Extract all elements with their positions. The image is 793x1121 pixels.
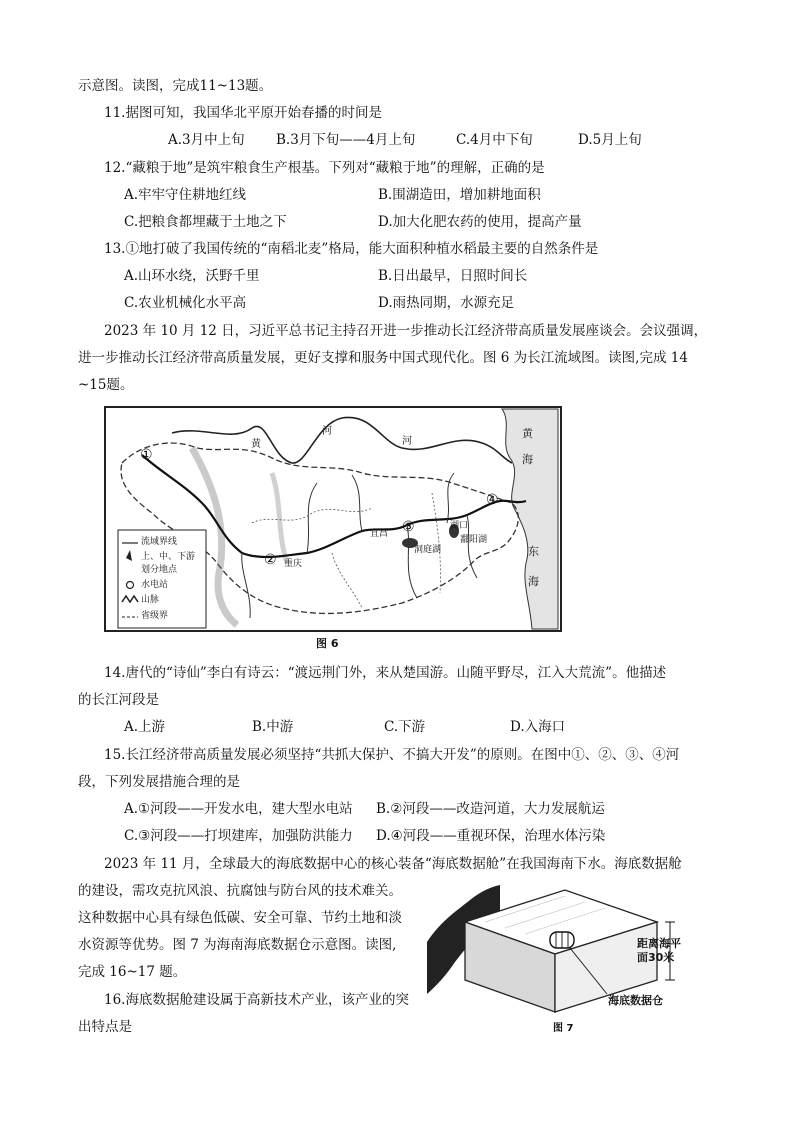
q14-option-a: A.上游 xyxy=(124,719,166,735)
map-label-hukou: 湖口 xyxy=(450,521,469,531)
q15-option-d: D.④河段——重视环保，治理水体污染 xyxy=(376,828,606,844)
map-label-chongqing: 重庆 xyxy=(284,559,303,569)
map-label-he-1: 河 xyxy=(322,426,332,437)
map-label-yichang: 宜昌 xyxy=(370,529,389,539)
q12-option-b: B.围湖造田，增加耕地面积 xyxy=(378,187,541,203)
map-label-poyang: 鄱阳湖 xyxy=(460,535,488,545)
q15-option-b: B.②河段——改造河道，大力发展航运 xyxy=(376,801,605,817)
q12-option-d: D.加大化肥农药的使用，提高产量 xyxy=(378,214,582,230)
figure-7-seabed-datacenter xyxy=(425,882,715,1040)
q15-stem-line2: 段，下列发展措施合理的是 xyxy=(78,774,240,790)
map-marker-1: ① xyxy=(140,447,153,463)
q14-stem-line2: 的长江河段是 xyxy=(78,692,159,708)
intro-16-17-line5: 完成 16~17 题。 xyxy=(78,964,187,980)
q11-option-a: A.3月中上旬 xyxy=(168,132,245,148)
map-label-huang: 黄 xyxy=(251,439,261,450)
intro-16-17-line2: 的建设，需攻克抗风浪、抗腐蚀与防台风的技术难关。 xyxy=(78,883,402,899)
map-label-he-2: 河 xyxy=(402,436,412,447)
q11-option-c: C.4月中下旬 xyxy=(456,132,533,148)
q16-stem-line2: 出特点是 xyxy=(78,1019,132,1035)
q13-option-b: B.日出最早，日照时间长 xyxy=(378,268,528,284)
q12-option-a: A.牢牢守住耕地红线 xyxy=(124,187,247,203)
q14-stem-line1: 14.唐代的“诗仙”李白有诗云：“渡远荆门外，来从楚国游。山随平野尽，江入大荒流”。他描述 xyxy=(104,665,667,681)
q12-option-c: C.把粮食都埋藏于土地之下 xyxy=(124,214,287,230)
map-marker-4: ④ xyxy=(486,492,499,508)
q15-stem-line1: 15.长江经济带高质量发展必须坚持“共抓大保护、不搞大开发”的原则。在图中①、②、③、④河 xyxy=(104,747,680,763)
figure-6-yangtze-map xyxy=(102,403,564,653)
map-label-yellow-sea-1: 黄 xyxy=(522,427,533,440)
map-label-east-sea-2: 海 xyxy=(528,575,539,588)
q13-option-d: D.雨热同期，水源充足 xyxy=(378,295,515,311)
figure-7-caption: 图 7 xyxy=(553,1023,574,1034)
q14-option-b: B.中游 xyxy=(252,719,294,735)
q12-stem: 12.“藏粮于地”是筑牢粮食生产根基。下列对“藏粮于地”的理解，正确的是 xyxy=(104,160,545,176)
q11-stem: 11.据图可知，我国华北平原开始春播的时间是 xyxy=(104,105,382,121)
fig7-capsule-label: 海底数据仓 xyxy=(608,994,663,1007)
map-marker-2: ② xyxy=(264,552,277,568)
intro-16-17-line4: 水资源等优势。图 7 为海南海底数据仓示意图。读图, xyxy=(78,937,397,953)
q13-stem: 13.①地打破了我国传统的“南稻北麦”格局，能大面积种植水稻最主要的自然条件是 xyxy=(104,241,599,257)
legend-mountains: 山脉 xyxy=(141,595,160,605)
intro-continuation: 示意图。读图，完成11~13题。 xyxy=(78,78,273,94)
figure-6-caption: 图 6 xyxy=(316,637,339,650)
q15-option-a: A.①河段——开发水电，建大型水电站 xyxy=(124,801,353,817)
intro-16-17-line1: 2023 年 11 月，全球最大的海底数据中心的核心装备“海底数据舱”在我国海南下水。海底数据舱 xyxy=(104,856,682,872)
map-label-east-sea-1: 东 xyxy=(528,545,539,558)
q15-option-c: C.③河段——打坝建库，加强防洪能力 xyxy=(124,828,353,844)
intro-14-15-line1: 2023 年 10 月 12 日，习近平总书记主持召开进一步推动长江经济带高质量发展座谈会。会议强调， xyxy=(104,323,708,339)
q13-option-a: A.山环水绕，沃野千里 xyxy=(124,268,260,284)
map-label-yellow-sea-2: 海 xyxy=(522,453,533,466)
fig7-depth-label-1: 距离海平 xyxy=(637,937,681,950)
map-label-dongting: 洞庭湖 xyxy=(414,545,442,555)
legend-section-division-2: 划分地点 xyxy=(141,565,178,575)
q16-stem-line1: 16.海底数据舱建设属于高新技术产业，该产业的突 xyxy=(104,992,409,1008)
map-marker-3: ③ xyxy=(402,519,415,535)
legend-province-boundary: 省级界 xyxy=(141,611,169,621)
legend-section-division-1: 上、中、下游 xyxy=(141,552,196,562)
intro-16-17-line3: 这种数据中心具有绿色低碳、安全可靠、节约土地和淡 xyxy=(78,910,402,926)
intro-14-15-line2: 进一步推动长江经济带高质量发展，更好支撑和服务中国式现代化。图 6 为长江流域图。读图,完成 14 xyxy=(78,350,688,366)
q13-option-c: C.农业机械化水平高 xyxy=(124,295,247,311)
q11-option-d: D.5月上旬 xyxy=(578,132,642,148)
q14-option-d: D.入海口 xyxy=(510,719,566,735)
q14-option-c: C.下游 xyxy=(384,719,426,735)
legend-hydropower: 水电站 xyxy=(141,580,169,590)
intro-14-15-line3: ~15题。 xyxy=(78,377,134,393)
q11-option-b: B.3月下旬——4月上旬 xyxy=(276,132,416,148)
fig7-depth-label-2: 面30米 xyxy=(637,951,675,964)
legend-basin-boundary: 流域界线 xyxy=(141,537,178,547)
